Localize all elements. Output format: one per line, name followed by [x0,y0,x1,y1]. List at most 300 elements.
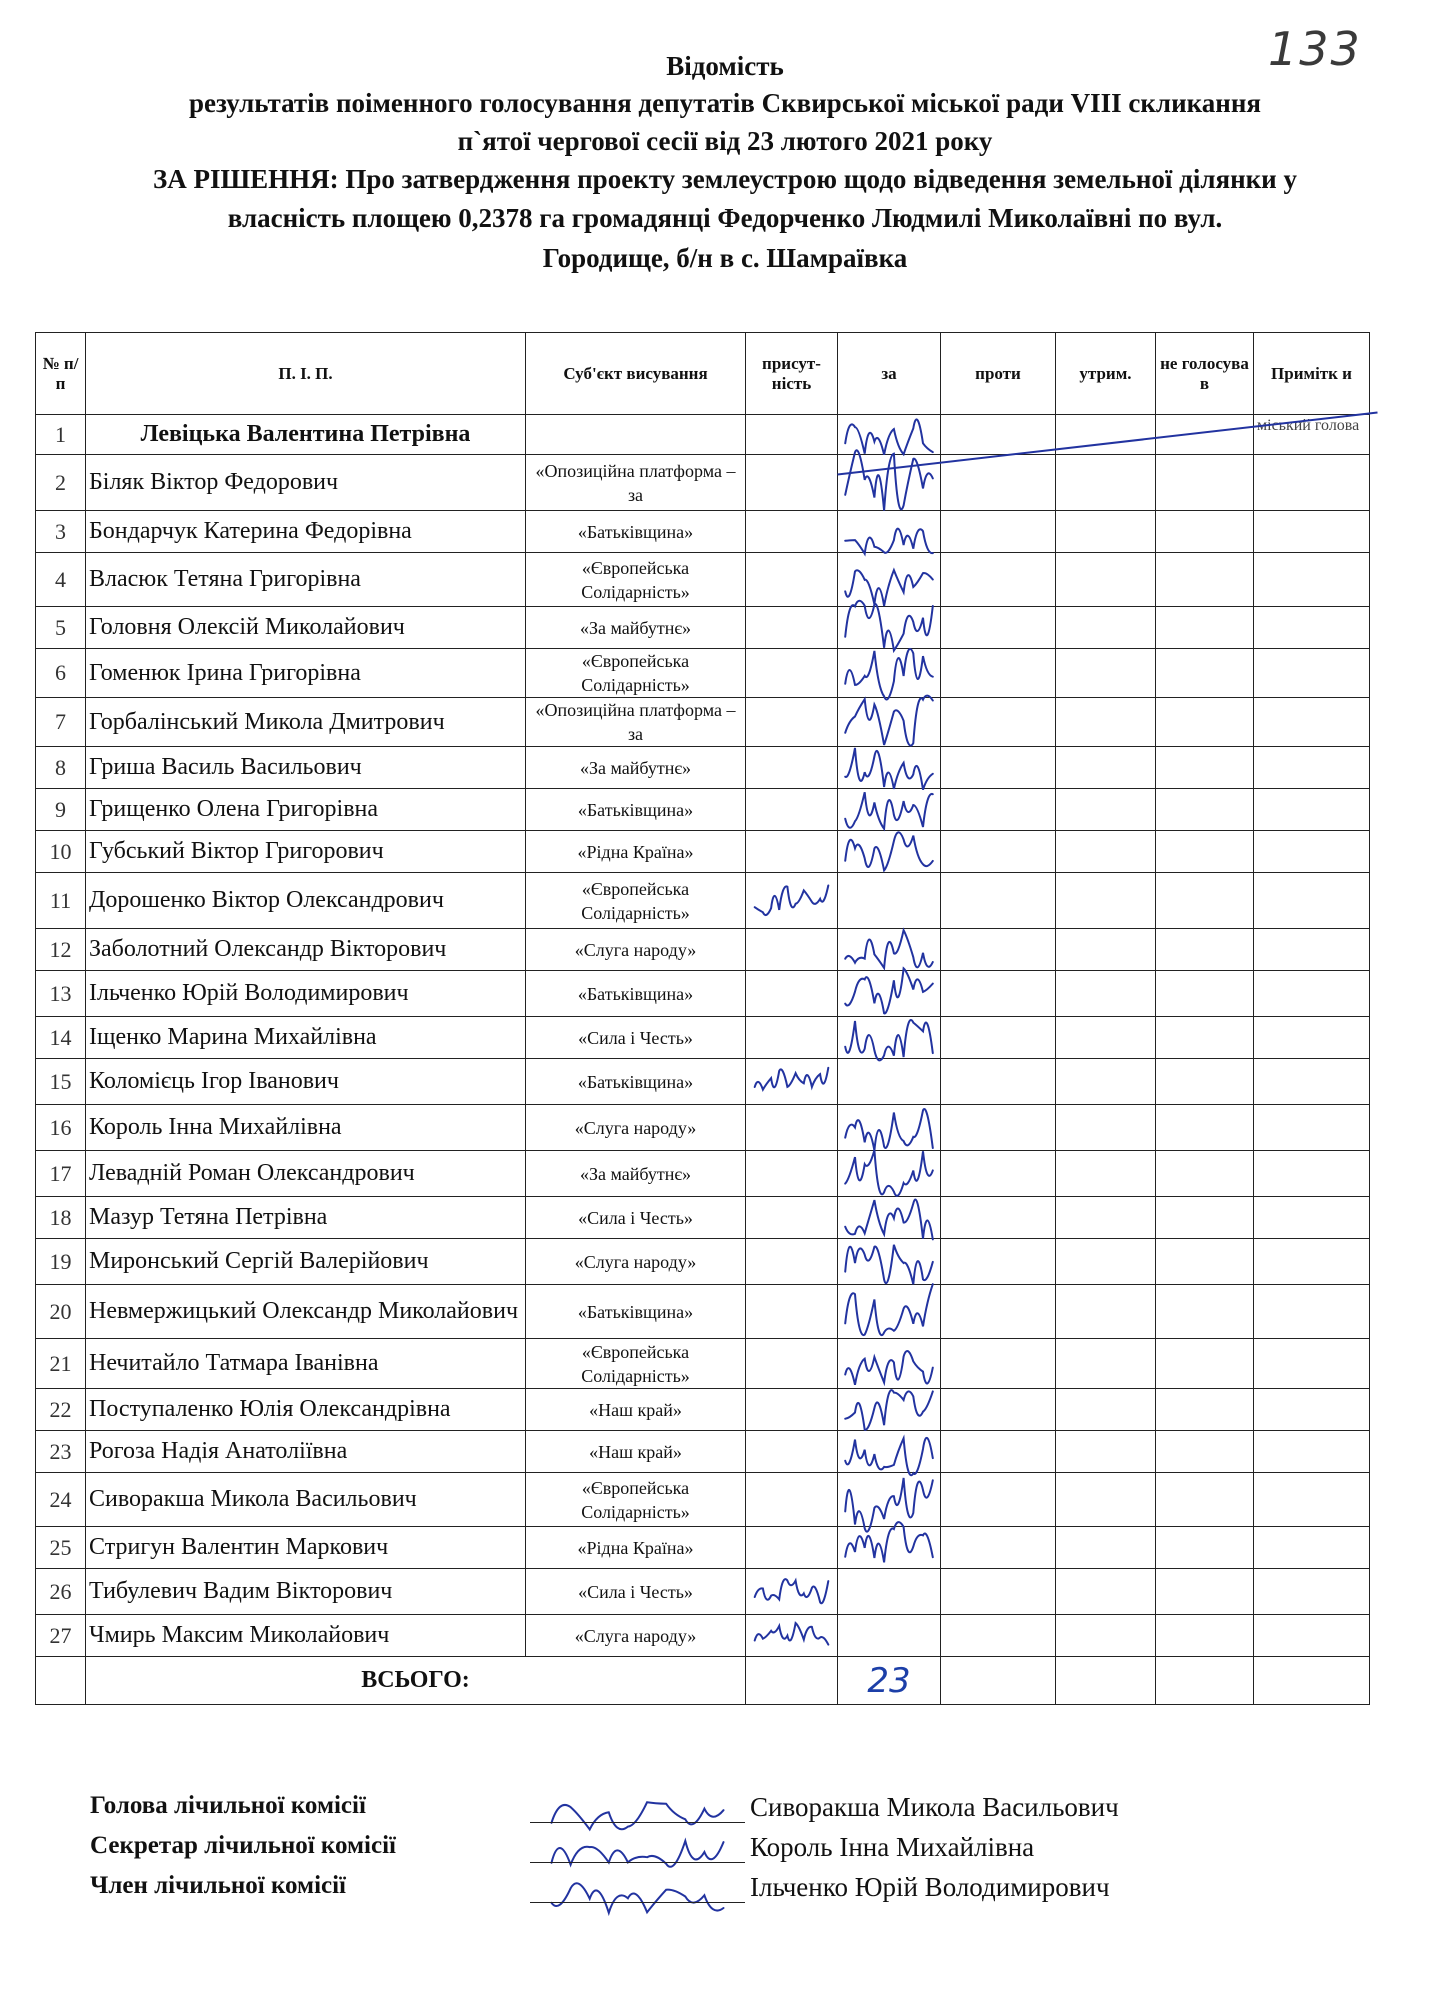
vote-abstain-cell [1056,929,1156,971]
header-name: П. І. П. [86,333,526,415]
nominating-party: «За майбутнє» [526,747,746,789]
row-number: 21 [36,1339,86,1389]
note-cell [1254,873,1370,929]
deputy-name: Ільченко Юрій Володимирович [86,971,526,1017]
total-row [36,1657,1370,1705]
total-abstain [1056,1657,1156,1705]
vote-abstain-cell [1056,1017,1156,1059]
table-row [36,1527,1370,1569]
not-voted-cell [1156,455,1254,511]
row-number: 23 [36,1431,86,1473]
vote-for-cell [838,1285,941,1339]
header-not-voted: не голосува в [1156,333,1254,415]
vote-for-cell [838,929,941,971]
table-row [36,1285,1370,1339]
vote-for-cell [838,1431,941,1473]
presence-cell [746,831,838,873]
vote-abstain-cell [1056,511,1156,553]
presence-cell [746,1389,838,1431]
vote-abstain-cell [1056,1239,1156,1285]
presence-cell [746,455,838,511]
deputy-name: Заболотний Олександр Вікторович [86,929,526,971]
not-voted-cell [1156,1569,1254,1615]
presence-cell [746,1017,838,1059]
signature-line [530,1862,745,1863]
presence-cell [746,1059,838,1105]
table-row [36,553,1370,607]
deputy-name: Гриша Василь Васильович [86,747,526,789]
row-number: 15 [36,1059,86,1105]
vote-against-cell [941,1285,1056,1339]
vote-against-cell [941,607,1056,649]
nominating-party: «Рідна Країна» [526,1527,746,1569]
vote-for-cell [838,1615,941,1657]
nominating-party: «Батьківщина» [526,789,746,831]
vote-against-cell [941,1431,1056,1473]
vote-against-cell [941,1017,1056,1059]
vote-for-cell [838,789,941,831]
note-cell [1254,1059,1370,1105]
vote-for-cell [838,1151,941,1197]
vote-abstain-cell [1056,1473,1156,1527]
deputy-name: Невмержицький Олександр Миколайович [86,1285,526,1339]
commission-row-secretary [90,1828,1390,1868]
header-num: № п/п [36,333,86,415]
vote-against-cell [941,511,1056,553]
vote-for-cell [838,698,941,747]
vote-against-cell [941,455,1056,511]
vote-abstain-cell [1056,1527,1156,1569]
note-cell [1254,698,1370,747]
vote-abstain-cell [1056,831,1156,873]
not-voted-cell [1156,1285,1254,1339]
vote-for-cell [838,1197,941,1239]
total-present [746,1657,838,1705]
document-title [30,48,1420,278]
note-cell [1254,929,1370,971]
vote-abstain-cell [1056,1431,1156,1473]
table-row [36,831,1370,873]
vote-abstain-cell [1056,607,1156,649]
nominating-party: «Опозиційна платформа – за [526,698,746,747]
note-cell [1254,1105,1370,1151]
vote-for-cell [838,747,941,789]
row-number: 22 [36,1389,86,1431]
not-voted-cell [1156,1239,1254,1285]
title-line-3: п`ятої чергової сесії від 23 лютого 2021 року [457,126,993,156]
row-number: 25 [36,1527,86,1569]
note-cell [1254,1197,1370,1239]
vote-for-cell [838,1017,941,1059]
not-voted-cell [1156,1059,1254,1105]
nominating-party: «Слуга народу» [526,1105,746,1151]
deputy-name: Чмирь Максим Миколайович [86,1615,526,1657]
note-cell [1254,831,1370,873]
table-row [36,1151,1370,1197]
title-line-2: результатів поіменного голосування депутатів Сквирської міської ради VIII скликання [188,88,1262,118]
not-voted-cell [1156,1017,1254,1059]
table-row [36,1105,1370,1151]
row-number: 27 [36,1615,86,1657]
commission-role: Голова лічильної комісії [90,1792,366,1819]
vote-for-cell [838,831,941,873]
row-number: 13 [36,971,86,1017]
note-cell [1254,1151,1370,1197]
commission-person: Ільченко Юрій Володимирович [750,1872,1110,1902]
not-voted-cell [1156,1339,1254,1389]
note-cell [1254,1527,1370,1569]
row-number: 18 [36,1197,86,1239]
presence-cell [746,1527,838,1569]
row-number: 24 [36,1473,86,1527]
nominating-party: «Батьківщина» [526,511,746,553]
table-row [36,1615,1370,1657]
title-line-6: Городище, б/н в с. Шамраївка [542,243,908,273]
nominating-party: «Європейська Солідарність» [526,553,746,607]
vote-for-cell [838,971,941,1017]
vote-abstain-cell [1056,1059,1156,1105]
presence-cell [746,1615,838,1657]
vote-against-cell [941,415,1056,455]
not-voted-cell [1156,1197,1254,1239]
not-voted-cell [1156,1389,1254,1431]
not-voted-cell [1156,649,1254,698]
note-cell [1254,747,1370,789]
vote-abstain-cell [1056,649,1156,698]
deputy-name: Сиворакша Микола Васильович [86,1473,526,1527]
not-voted-cell [1156,747,1254,789]
deputy-name: Нечитайло Татмара Іванівна [86,1339,526,1389]
row-number: 9 [36,789,86,831]
vote-for-cell [838,1527,941,1569]
deputy-name: Левадній Роман Олександрович [86,1151,526,1197]
table-row [36,1339,1370,1389]
vote-for-cell [838,1059,941,1105]
presence-cell [746,789,838,831]
table-body [36,415,1370,1657]
deputy-name: Бондарчук Катерина Федорівна [86,511,526,553]
note-cell [1254,607,1370,649]
nominating-party: «Сила і Честь» [526,1197,746,1239]
not-voted-cell [1156,831,1254,873]
table-row [36,1197,1370,1239]
vote-against-cell [941,1105,1056,1151]
vote-against-cell [941,1197,1056,1239]
deputy-name: Головня Олексій Миколайович [86,607,526,649]
signature-line [530,1822,745,1823]
total-num-cell [36,1657,86,1705]
vote-against-cell [941,971,1056,1017]
nominating-party: «Сила і Честь» [526,1017,746,1059]
vote-against-cell [941,1389,1056,1431]
presence-cell [746,511,838,553]
table-row [36,1473,1370,1527]
table-row [36,649,1370,698]
row-number: 7 [36,698,86,747]
vote-against-cell [941,747,1056,789]
vote-for-cell [838,873,941,929]
not-voted-cell [1156,1431,1254,1473]
not-voted-cell [1156,415,1254,455]
deputy-name: Губський Віктор Григорович [86,831,526,873]
total-for: 23 [838,1657,941,1705]
note-cell [1254,1017,1370,1059]
note-cell [1254,553,1370,607]
vote-for-cell [838,1339,941,1389]
row-number: 4 [36,553,86,607]
vote-abstain-cell [1056,1615,1156,1657]
vote-abstain-cell [1056,789,1156,831]
table-row [36,929,1370,971]
table-row [36,455,1370,511]
counting-commission [90,1788,1390,1908]
deputy-name: Власюк Тетяна Григорівна [86,553,526,607]
note-cell [1254,1431,1370,1473]
vote-abstain-cell [1056,553,1156,607]
deputy-name: Рогоза Надія Анатоліївна [86,1431,526,1473]
not-voted-cell [1156,1615,1254,1657]
note-cell [1254,1239,1370,1285]
not-voted-cell [1156,553,1254,607]
vote-against-cell [941,1239,1056,1285]
table-row [36,1059,1370,1105]
presence-cell [746,1431,838,1473]
presence-cell [746,971,838,1017]
header-note: Примітк и [1254,333,1370,415]
note-cell [1254,789,1370,831]
commission-role: Секретар лічильної комісії [90,1832,396,1859]
nominating-party: «Слуга народу» [526,929,746,971]
vote-against-cell [941,1615,1056,1657]
note-cell [1254,649,1370,698]
presence-cell [746,873,838,929]
nominating-party: «Європейська Солідарність» [526,1339,746,1389]
nominating-party: «Сила і Честь» [526,1569,746,1615]
deputy-name: Коломієць Ігор Іванович [86,1059,526,1105]
row-number: 14 [36,1017,86,1059]
table-row [36,1569,1370,1615]
total-label: ВСЬОГО: [86,1657,746,1705]
page-number: 133 [1268,22,1362,76]
header-present: присут-ність [746,333,838,415]
deputy-name: Гоменюк Ірина Григорівна [86,649,526,698]
note-cell [1254,1285,1370,1339]
nominating-party [526,415,746,455]
nominating-party: «Рідна Країна» [526,831,746,873]
vote-abstain-cell [1056,971,1156,1017]
vote-against-cell [941,929,1056,971]
vote-abstain-cell [1056,698,1156,747]
commission-row-chair [90,1788,1390,1828]
total-note [1254,1657,1370,1705]
presence-cell [746,1105,838,1151]
presence-cell [746,649,838,698]
header-row [36,333,1370,415]
deputy-name: Біляк Віктор Федорович [86,455,526,511]
vote-against-cell [941,789,1056,831]
vote-abstain-cell [1056,1197,1156,1239]
presence-cell [746,553,838,607]
not-voted-cell [1156,971,1254,1017]
voting-table [35,332,1370,1705]
vote-against-cell [941,873,1056,929]
note-cell [1254,1389,1370,1431]
row-number: 19 [36,1239,86,1285]
deputy-name: Тибулевич Вадим Вікторович [86,1569,526,1615]
table-row [36,873,1370,929]
not-voted-cell [1156,1105,1254,1151]
row-number: 11 [36,873,86,929]
vote-against-cell [941,1059,1056,1105]
row-number: 3 [36,511,86,553]
vote-abstain-cell [1056,1339,1156,1389]
header-against: проти [941,333,1056,415]
vote-for-cell [838,511,941,553]
not-voted-cell [1156,929,1254,971]
note-cell [1254,1339,1370,1389]
not-voted-cell [1156,698,1254,747]
not-voted-cell [1156,789,1254,831]
vote-abstain-cell [1056,1569,1156,1615]
vote-for-cell [838,1473,941,1527]
commission-role: Член лічильної комісії [90,1872,347,1899]
deputy-name: Король Інна Михайлівна [86,1105,526,1151]
vote-against-cell [941,1473,1056,1527]
presence-cell [746,1239,838,1285]
vote-abstain-cell [1056,1389,1156,1431]
deputy-name: Іщенко Марина Михайлівна [86,1017,526,1059]
note-cell [1254,1473,1370,1527]
signature-line [530,1902,745,1903]
presence-cell [746,607,838,649]
deputy-name: Горбалінський Микола Дмитрович [86,698,526,747]
table-row [36,1239,1370,1285]
deputy-name: Поступаленко Юлія Олександрівна [86,1389,526,1431]
presence-cell [746,698,838,747]
title-line-1: Відомість [666,51,784,81]
presence-cell [746,415,838,455]
table-row [36,971,1370,1017]
deputy-name: Дорошенко Віктор Олександрович [86,873,526,929]
note-cell [1254,511,1370,553]
note-cell [1254,971,1370,1017]
row-number: 2 [36,455,86,511]
nominating-party: «Опозиційна платформа – за [526,455,746,511]
not-voted-cell [1156,1473,1254,1527]
deputy-name: Стригун Валентин Маркович [86,1527,526,1569]
vote-against-cell [941,1339,1056,1389]
row-number: 20 [36,1285,86,1339]
header-abstain: утрим. [1056,333,1156,415]
vote-abstain-cell [1056,873,1156,929]
title-line-4: ЗА РІШЕННЯ: Про затвердження проекту землеустрою щодо відведення земельної ділянки у [152,164,1297,194]
nominating-party: «Європейська Солідарність» [526,873,746,929]
deputy-name: Мазур Тетяна Петрівна [86,1197,526,1239]
row-number: 5 [36,607,86,649]
vote-abstain-cell [1056,455,1156,511]
table-row [36,747,1370,789]
row-number: 6 [36,649,86,698]
presence-cell [746,1197,838,1239]
table-row [36,511,1370,553]
vote-against-cell [941,831,1056,873]
note-cell [1254,455,1370,511]
note-cell [1254,1569,1370,1615]
nominating-party: «Наш край» [526,1389,746,1431]
vote-against-cell [941,1527,1056,1569]
vote-abstain-cell [1056,1105,1156,1151]
table-row [36,1017,1370,1059]
nominating-party: «Європейська Солідарність» [526,1473,746,1527]
presence-cell [746,1473,838,1527]
vote-against-cell [941,1569,1056,1615]
header-party: Суб'єкт висування [526,333,746,415]
row-number: 17 [36,1151,86,1197]
vote-for-cell [838,649,941,698]
vote-for-cell [838,415,941,455]
header-for: за [838,333,941,415]
note-cell: міський голова [1254,415,1370,455]
row-number: 16 [36,1105,86,1151]
nominating-party: «Слуга народу» [526,1239,746,1285]
row-number: 26 [36,1569,86,1615]
nominating-party: «За майбутнє» [526,1151,746,1197]
table-row [36,415,1370,455]
vote-against-cell [941,649,1056,698]
nominating-party: «Європейська Солідарність» [526,649,746,698]
not-voted-cell [1156,607,1254,649]
presence-cell [746,747,838,789]
vote-against-cell [941,553,1056,607]
nominating-party: «За майбутнє» [526,607,746,649]
total-against [941,1657,1056,1705]
vote-abstain-cell [1056,1151,1156,1197]
deputy-name: Левіцька Валентина Петрівна [86,415,526,455]
vote-abstain-cell [1056,747,1156,789]
nominating-party: «Батьківщина» [526,971,746,1017]
vote-against-cell [941,698,1056,747]
presence-cell [746,1285,838,1339]
vote-for-cell [838,455,941,511]
note-cell [1254,1615,1370,1657]
table-row [36,1431,1370,1473]
table-row [36,1389,1370,1431]
deputy-name: Грищенко Олена Григорівна [86,789,526,831]
table-row [36,698,1370,747]
deputy-name: Миронський Сергій Валерійович [86,1239,526,1285]
commission-row-member [90,1868,1390,1908]
vote-for-cell [838,1389,941,1431]
table-row [36,789,1370,831]
nominating-party: «Батьківщина» [526,1059,746,1105]
not-voted-cell [1156,873,1254,929]
row-number: 1 [36,415,86,455]
not-voted-cell [1156,1151,1254,1197]
nominating-party: «Наш край» [526,1431,746,1473]
vote-for-cell [838,607,941,649]
nominating-party: «Батьківщина» [526,1285,746,1339]
vote-for-cell [838,1239,941,1285]
commission-person: Сиворакша Микола Васильович [750,1792,1119,1822]
presence-cell [746,1339,838,1389]
vote-for-cell [838,1569,941,1615]
row-number: 12 [36,929,86,971]
row-number: 8 [36,747,86,789]
title-line-5: власність площею 0,2378 га громадянці Федорченко Людмилі Миколаївні по вул. [227,203,1223,233]
total-not-voted [1156,1657,1254,1705]
commission-person: Король Інна Михайлівна [750,1832,1035,1862]
table-row [36,607,1370,649]
